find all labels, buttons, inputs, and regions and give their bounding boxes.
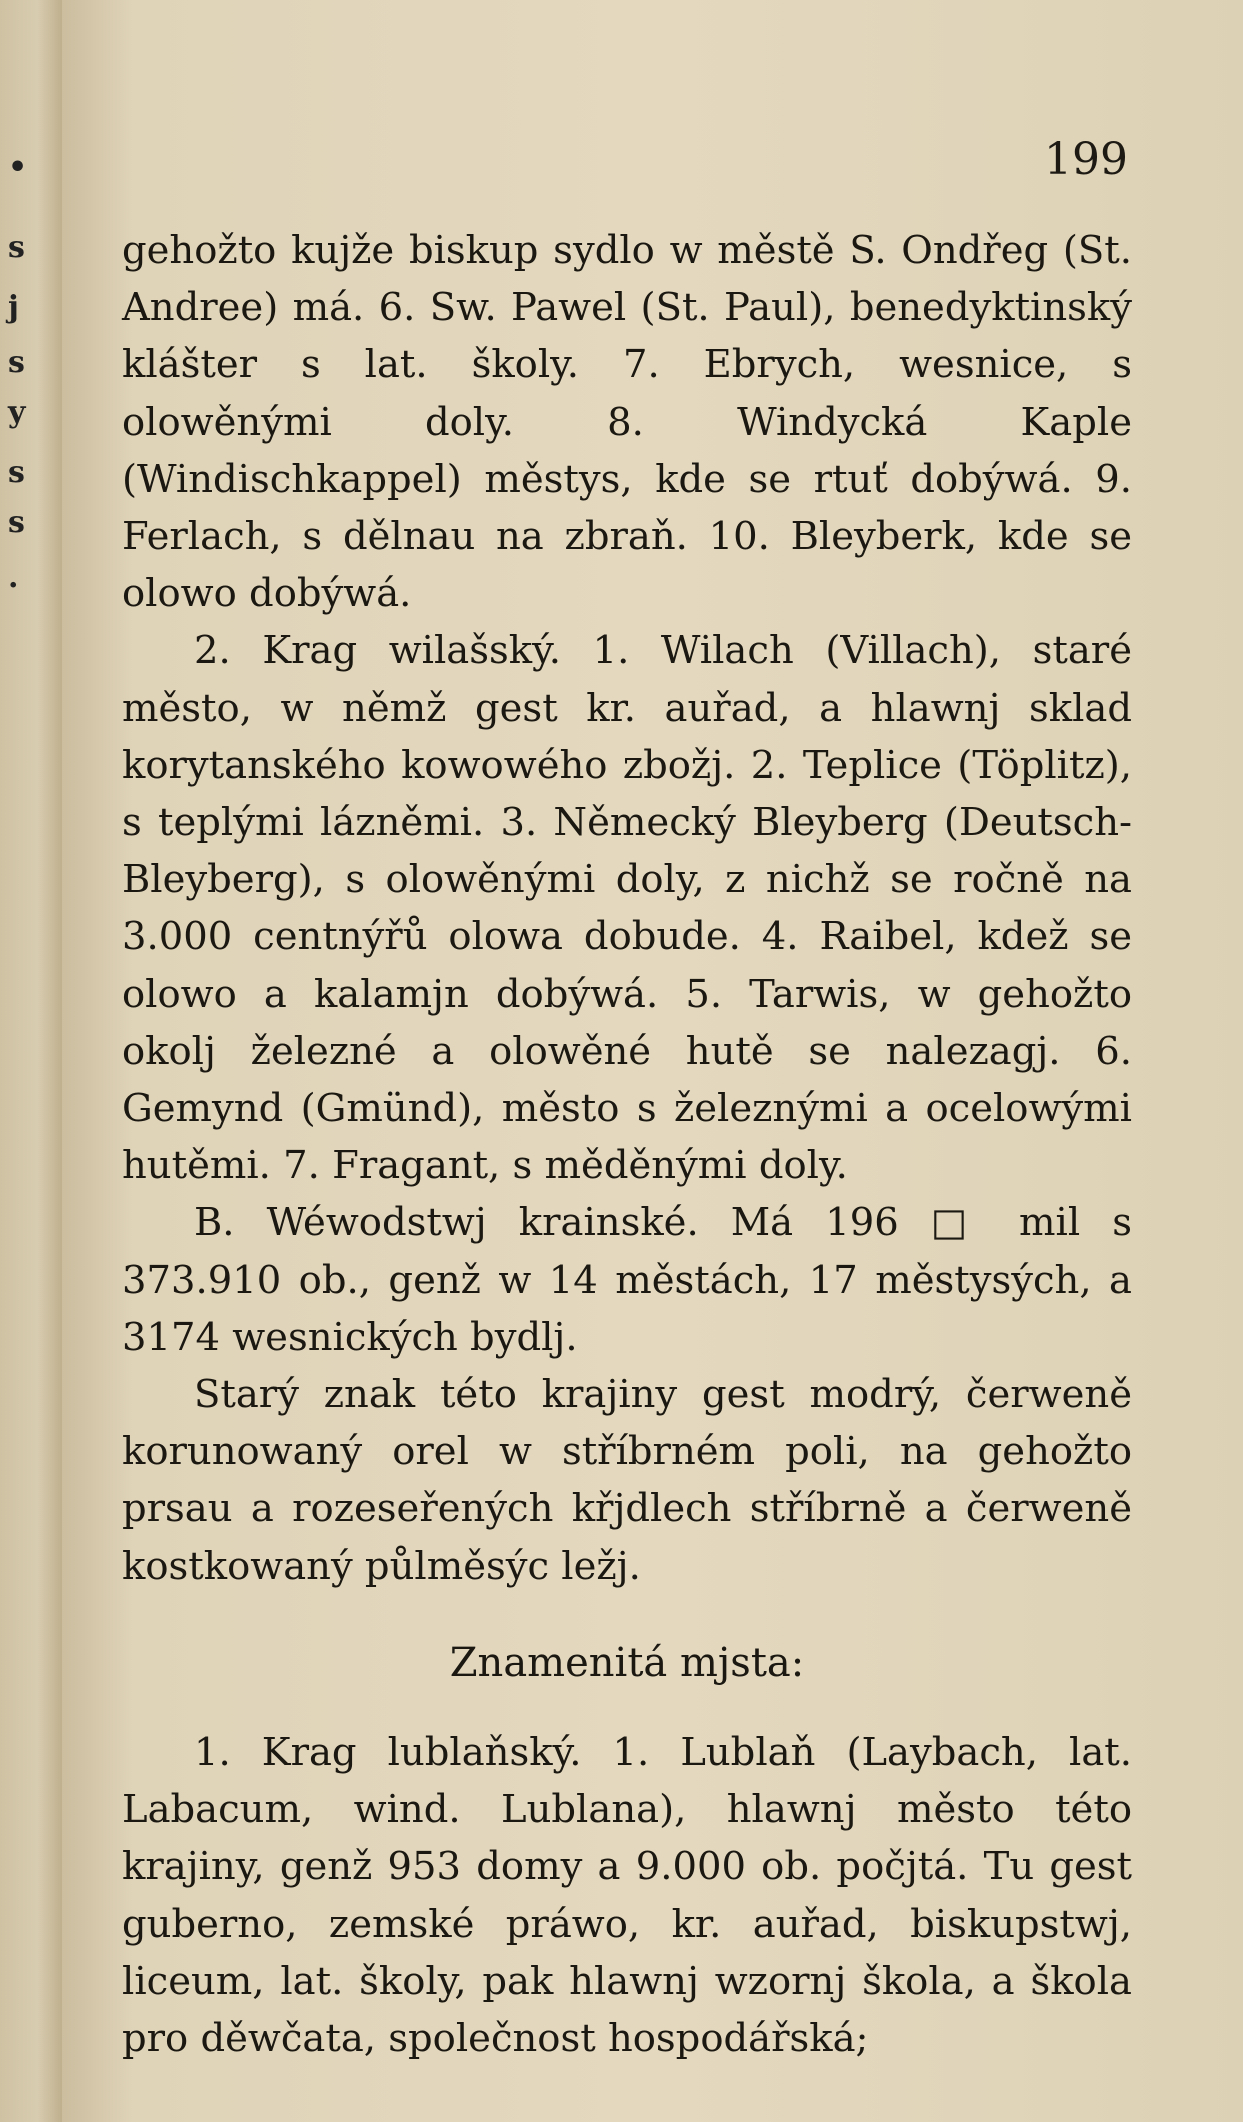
section-heading: Znamenitá mjsta: — [449, 1639, 805, 1686]
page-number: 199 — [1044, 134, 1128, 185]
gutter-mark: y — [8, 395, 26, 430]
gutter-mark: s — [8, 345, 25, 380]
previous-page-edge — [0, 0, 65, 2122]
gutter-mark: s — [8, 230, 25, 265]
gutter-mark: . — [8, 560, 19, 595]
gutter-mark: j — [8, 290, 19, 325]
paragraph-coat-of-arms: Starý znak této krajiny gest modrý, čerweně korunowaný orel w stříbrném poli, na gehožto prsau a rozeseřených křjdlech stříbrně a čerweně kostkowaný půlměsýc ležj. — [122, 1372, 1132, 1589]
paragraph-ljubljana-district: 1. Krag lublaňský. 1. Lublaň (Laybach, lat. Labacum, wind. Lublana), hlawnj město této krajiny, genž 953 domy a 9.000 ob. počjtá. Tu gest guberno, zemské práwo, kr. auřad, biskupstwj, liceum, lat. školy, pak hlawnj wzornj škola, a škola pro děwčata, společnost hospodářská; — [122, 1730, 1132, 2062]
paragraph-duchy-carniola: B. Wéwodstwj krainské. Má 196 □ mil s 373.910 ob., genž w 14 městách, 17 městysých, a 3174 wesnických bydlj. — [122, 1200, 1132, 1360]
paragraph-carinthia-continued: gehožto kujže biskup sydlo w městě S. Ondřeg (St. Andree) má. 6. Sw. Pawel (St. Paul), benedyktinský klášter s lat. školy. 7. Ebrych, wesnice, s olowěnými doly. 8. Windycká Kaple (Windischkappel) městys, kde se rtuť dobýwá. 9. Ferlach, s dělnau na zbraň. 10. Bleyberk, kde se olowo dobýwá. — [122, 228, 1132, 617]
gutter-mark: • — [8, 150, 28, 185]
paragraph-villach-district: 2. Krag wilašský. 1. Wilach (Villach), staré město, w němž gest kr. auřad, a hlawnj sklad korytanského kowowého zbožj. 2. Teplice (Töplitz), s teplými lázněmi. 3. Německý Bleyberg (Deutsch-Bleyberg), s olowěnými doly, z nichž se ročně na 3.000 centnýřů olowa dobude. 4. Raibel, kdež se olowo a kalamjn dobýwá. 5. Tarwis, w gehožto okolj železné a olowěné hutě se nalezagj. 6. Gemynd (Gmünd), město s železnými a ocelowými hutěmi. 7. Fragant, s měděnými doly. — [122, 628, 1132, 1189]
gutter-mark: s — [8, 505, 25, 540]
book-page — [62, 0, 1243, 2122]
page-body — [122, 222, 1132, 2067]
gutter-mark: s — [8, 455, 25, 490]
